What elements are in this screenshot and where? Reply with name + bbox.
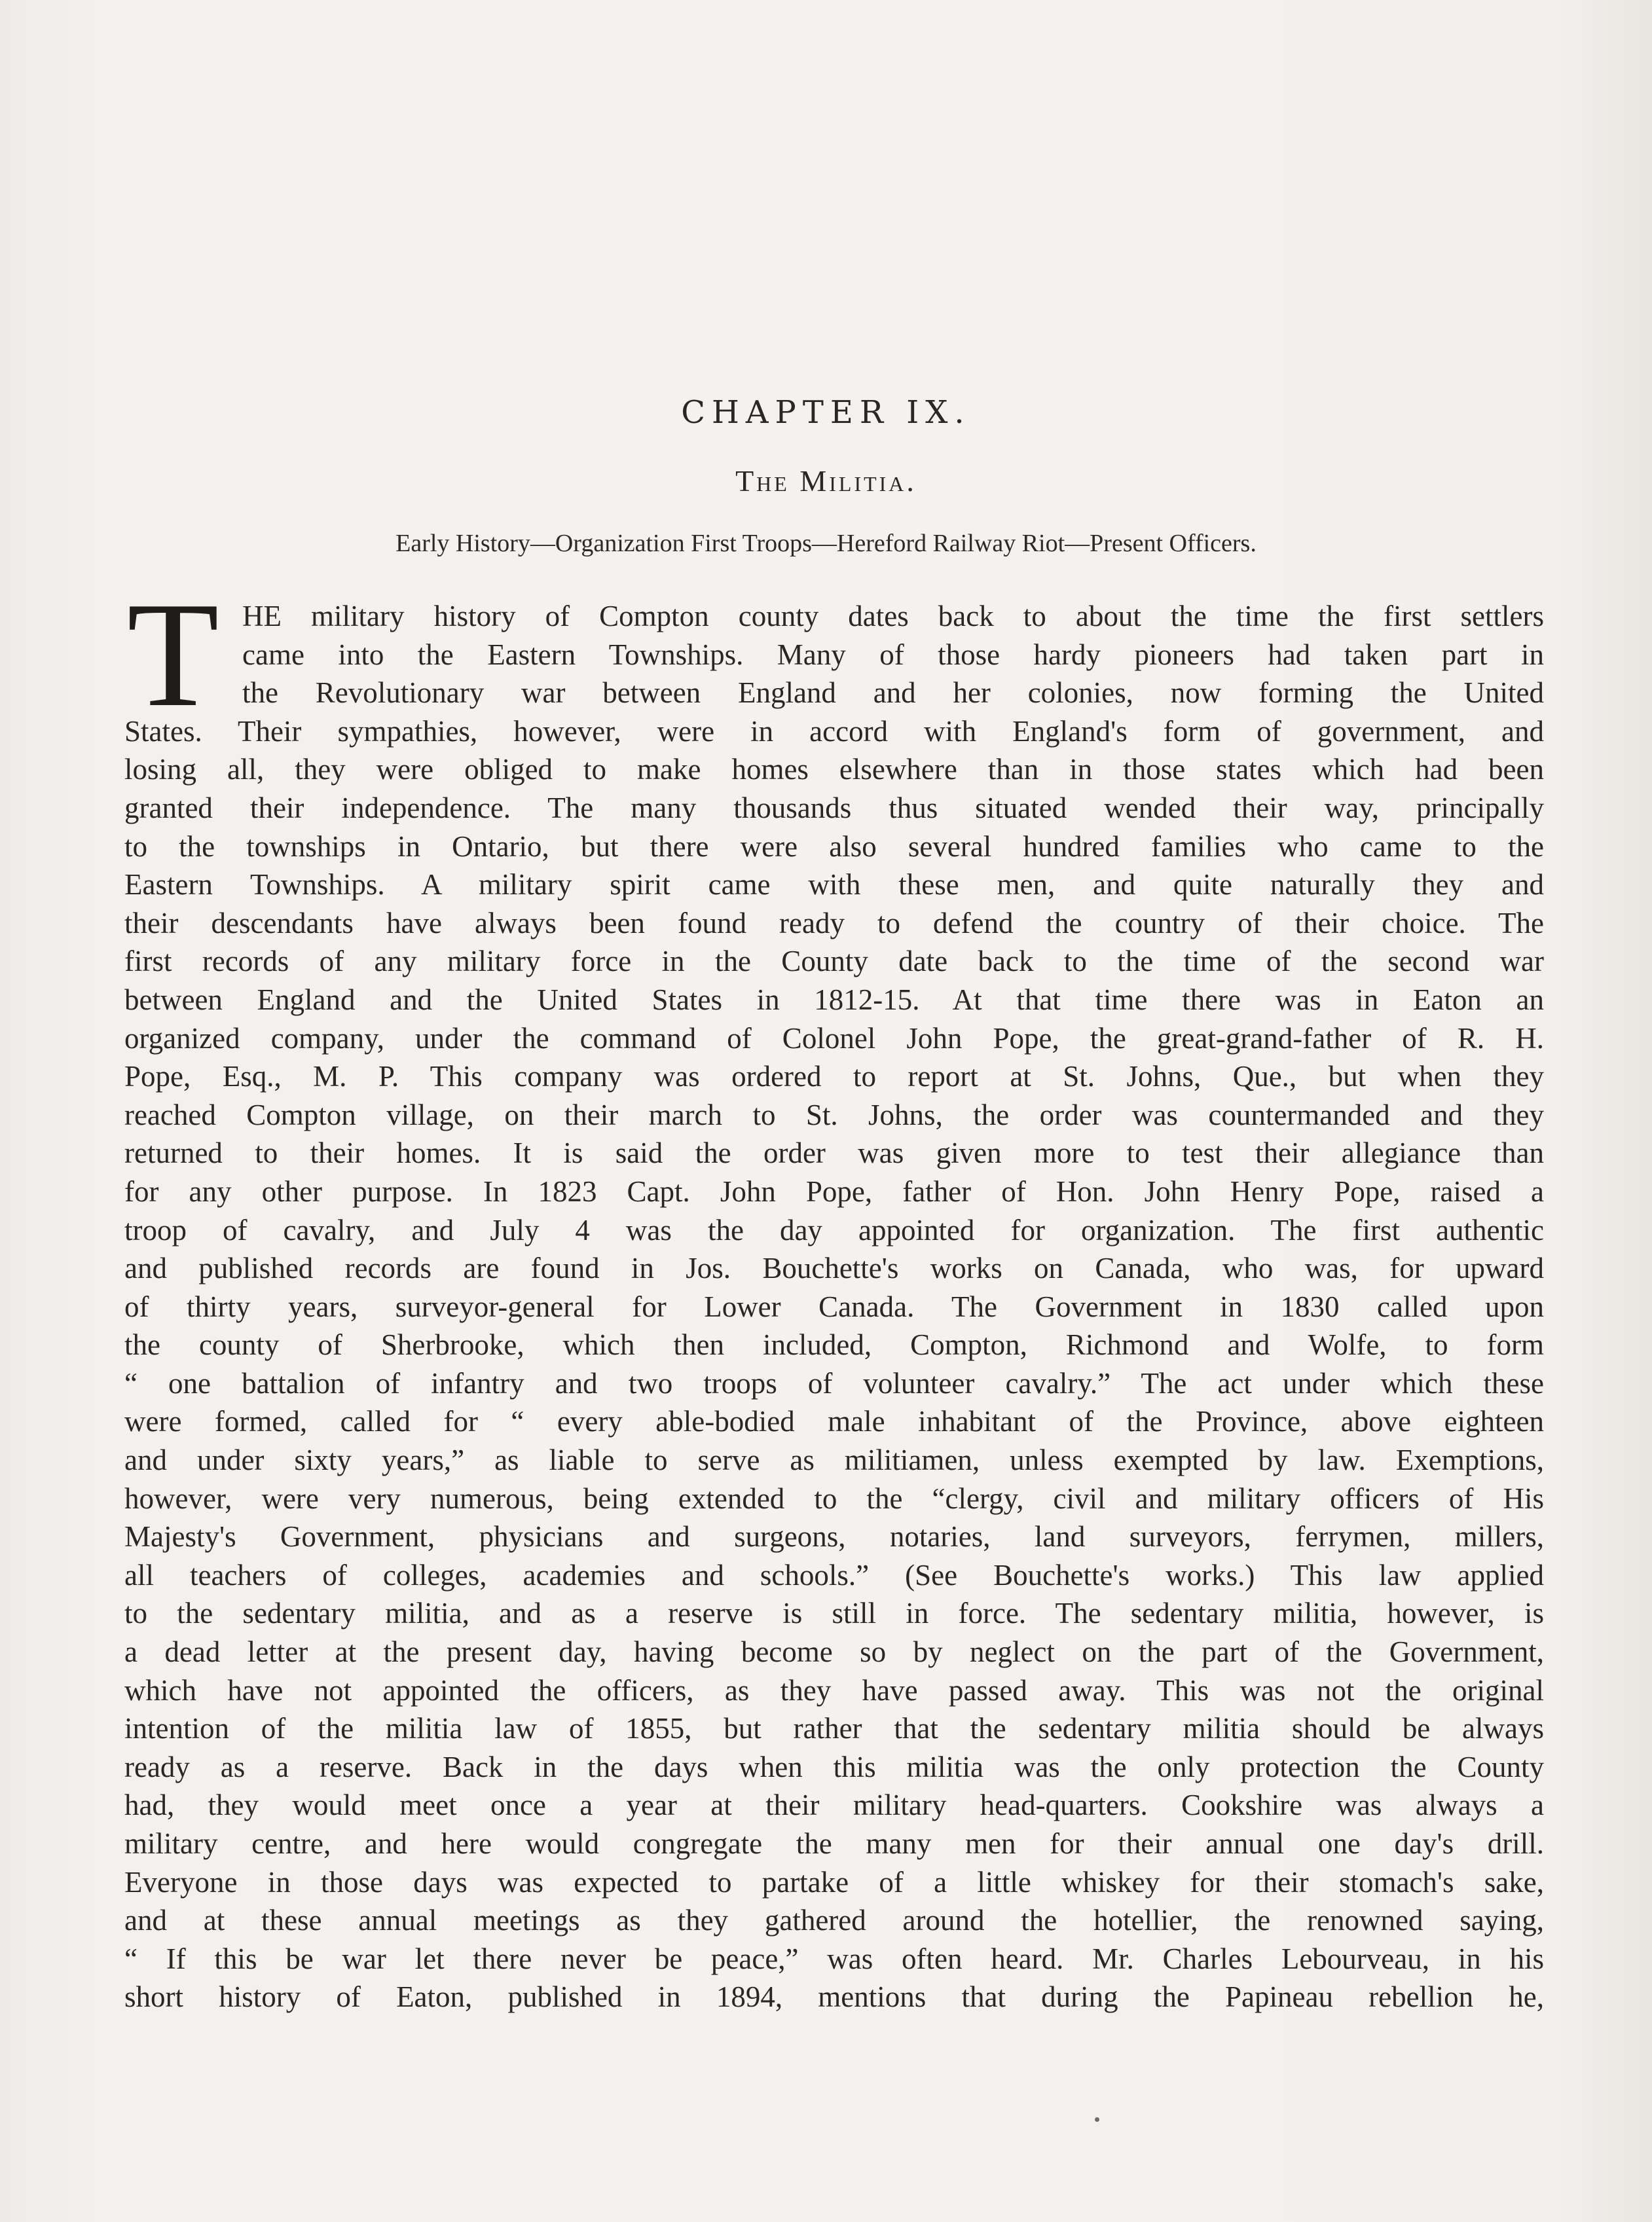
text-line: Pope, Esq., M. P. This company was ordered to report at St. Johns, Que., but when they	[124, 1060, 1544, 1093]
text-line: a dead letter at the present day, having become so by neglect on the part of the Government,	[124, 1635, 1544, 1669]
section-heading: The Militia.	[735, 464, 917, 498]
text-line: the county of Sherbrooke, which then included, Compton, Richmond and Wolfe, to form	[124, 1328, 1544, 1362]
text-line: returned to their homes. It is said the order was given more to test their allegiance than	[124, 1137, 1544, 1170]
text-line: all teachers of colleges, academies and schools.” (See Bouchette's works.) This law applied	[124, 1558, 1544, 1592]
text-line: and published records are found in Jos. Bouchette's works on Canada, who was, for upward	[124, 1252, 1544, 1285]
text-line: HE military history of Compton county dates back to about the time the first settlers	[242, 600, 1544, 632]
text-line: to the sedentary militia, and as a reserve is still in force. The sedentary militia, however, is	[124, 1597, 1544, 1630]
text-line: Majesty's Government, physicians and surgeons, notaries, land surveyors, ferrymen, millers,	[124, 1520, 1544, 1554]
text-line: States. Their sympathies, however, were in accord with England's form of government, and	[124, 714, 1544, 748]
text-line: the Revolutionary war between England and her colonies, now forming the United	[242, 676, 1544, 710]
text-line: losing all, they were obliged to make homes elsewhere than in those states which had been	[124, 753, 1544, 786]
text-line: “ If this be war let there never be peace,” was often heard. Mr. Charles Lebourveau, in his	[124, 1942, 1544, 1975]
text-line: Eastern Townships. A military spirit came with these men, and quite naturally they and	[124, 868, 1544, 902]
text-line: and at these annual meetings as they gathered around the hotellier, the renowned saying,	[124, 1904, 1544, 1937]
text-line: Everyone in those days was expected to partake of a little whiskey for their stomach's sake,	[124, 1865, 1544, 1899]
text-line: between England and the United States in 1812-15. At that time there was in Eaton an	[124, 983, 1544, 1016]
text-line: however, were very numerous, being extended to the “clergy, civil and military officers of His	[124, 1482, 1544, 1515]
text-line: to the townships in Ontario, but there were also several hundred families who came to the	[124, 829, 1544, 863]
text-line: came into the Eastern Townships. Many of those hardy pioneers had taken part in	[242, 638, 1544, 671]
text-line: granted their independence. The many thousands thus situated wended their way, principally	[124, 791, 1544, 824]
chapter-synopsis: Early History—Organization First Troops—Hereford Railway Riot—Present Officers.	[395, 530, 1257, 557]
text-line: troop of cavalry, and July 4 was the day appointed for organization. The first authentic	[124, 1213, 1544, 1247]
text-line: “ one battalion of infantry and two troops of volunteer cavalry.” The act under which these	[124, 1366, 1544, 1400]
text-line: their descendants have always been found ready to defend the country of their choice. The	[124, 906, 1544, 939]
text-line: for any other purpose. In 1823 Capt. John Pope, father of Hon. John Henry Pope, raised a	[124, 1175, 1544, 1208]
ink-speck	[1095, 2117, 1099, 2122]
text-line: intention of the militia law of 1855, but rather that the sedentary militia should be always	[124, 1712, 1544, 1745]
text-line: of thirty years, surveyor-general for Lower Canada. The Government in 1830 called upon	[124, 1290, 1544, 1323]
text-line: were formed, called for “ every able-bodied male inhabitant of the Province, above eighteen	[124, 1405, 1544, 1438]
text-line: short history of Eaton, published in 1894, mentions that during the Papineau rebellion he,	[124, 1980, 1544, 2014]
text-line: and under sixty years,” as liable to serve as militiamen, unless exempted by law. Exemptions,	[124, 1444, 1544, 1477]
text-line: first records of any military force in the County date back to the time of the second war	[124, 945, 1544, 978]
body-paragraph	[124, 597, 1544, 2016]
text-line: organized company, under the command of Colonel John Pope, the great-grand-father of R. H.	[124, 1021, 1544, 1055]
drop-cap-initial: T	[127, 571, 219, 738]
text-line: had, they would meet once a year at their military head-quarters. Cookshire was always a	[124, 1789, 1544, 1822]
text-line: reached Compton village, on their march to St. Johns, the order was countermanded and they	[124, 1098, 1544, 1131]
text-line: which have not appointed the officers, as they have passed away. This was not the original	[124, 1673, 1544, 1707]
text-line: ready as a reserve. Back in the days when this militia was the only protection the County	[124, 1750, 1544, 1783]
chapter-heading: CHAPTER IX.	[681, 394, 971, 431]
text-line: military centre, and here would congregate the many men for their annual one day's drill.	[124, 1827, 1544, 1860]
